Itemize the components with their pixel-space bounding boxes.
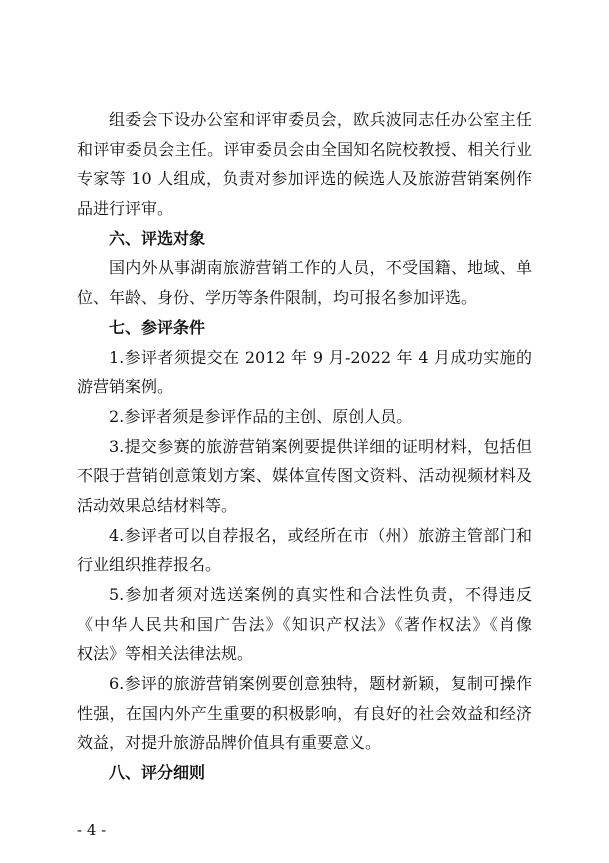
section-heading-eight: 八、评分细则 <box>109 763 206 783</box>
paragraph-line: 活动效果总结材料等。 <box>77 495 238 515</box>
paragraph-line: 4.参评者可以自荐报名，或经所在市（州）旅游主管部门和 <box>109 525 532 545</box>
paragraph-line: 性强，在国内外产生重要的积极影响，有良好的社会效益和经济 <box>77 703 532 723</box>
paragraph-line: 品进行评审。 <box>77 199 174 219</box>
paragraph-line: 专家等 10 人组成，负责对参加评选的候选人及旅游营销案例作 <box>77 169 532 189</box>
paragraph-line: 游营销案例。 <box>77 377 174 397</box>
section-six-paragraph <box>77 253 532 312</box>
condition-item-1 <box>77 343 532 402</box>
condition-item-3 <box>77 432 532 521</box>
condition-item-5 <box>77 580 532 669</box>
section-heading-seven: 七、参评条件 <box>109 317 206 337</box>
intro-paragraph <box>77 105 532 224</box>
condition-item-4 <box>77 521 532 580</box>
paragraph-line: 权法》等相关法律法规。 <box>77 644 254 664</box>
document-body <box>77 105 532 788</box>
page-number: - 4 - <box>77 821 107 839</box>
paragraph-line: 组委会下设办公室和评审委员会，欧兵波同志任办公室主任 <box>109 110 532 129</box>
condition-item-6 <box>77 669 532 758</box>
paragraph-line: 1.参评者须提交在 2012 年 9 月-2022 年 4 月成功实施的 <box>109 347 532 367</box>
paragraph-line: 位、年龄、身份、学历等条件限制，均可报名参加评选。 <box>77 288 478 308</box>
paragraph-line: 效益，对提升旅游品牌价值具有重要意义。 <box>77 733 382 753</box>
paragraph-line: 2.参评者须是参评作品的主创、原创人员。 <box>109 406 413 426</box>
paragraph-line: 6.参评的旅游营销案例要创意独特，题材新颖，复制可操作 <box>109 674 532 694</box>
paragraph-line: 《中华人民共和国广告法》《知识产权法》《著作权法》《肖像 <box>77 614 532 634</box>
paragraph-line: 5.参加者须对选送案例的真实性和合法性负责，不得违反 <box>109 585 532 604</box>
paragraph-line: 和评审委员会主任。评审委员会由全国知名院校教授、相关行业 <box>77 139 532 159</box>
condition-item-2 <box>77 402 532 432</box>
paragraph-line: 行业组织推荐报名。 <box>77 555 222 575</box>
paragraph-line: 3.提交参赛的旅游营销案例要提供详细的证明材料，包括但 <box>109 436 532 456</box>
paragraph-line: 国内外从事湖南旅游营销工作的人员，不受国籍、地域、单 <box>109 258 532 278</box>
paragraph-line: 不限于营销创意策划方案、媒体宣传图文资料、活动视频材料及 <box>77 466 532 486</box>
section-heading-six: 六、评选对象 <box>109 228 206 248</box>
